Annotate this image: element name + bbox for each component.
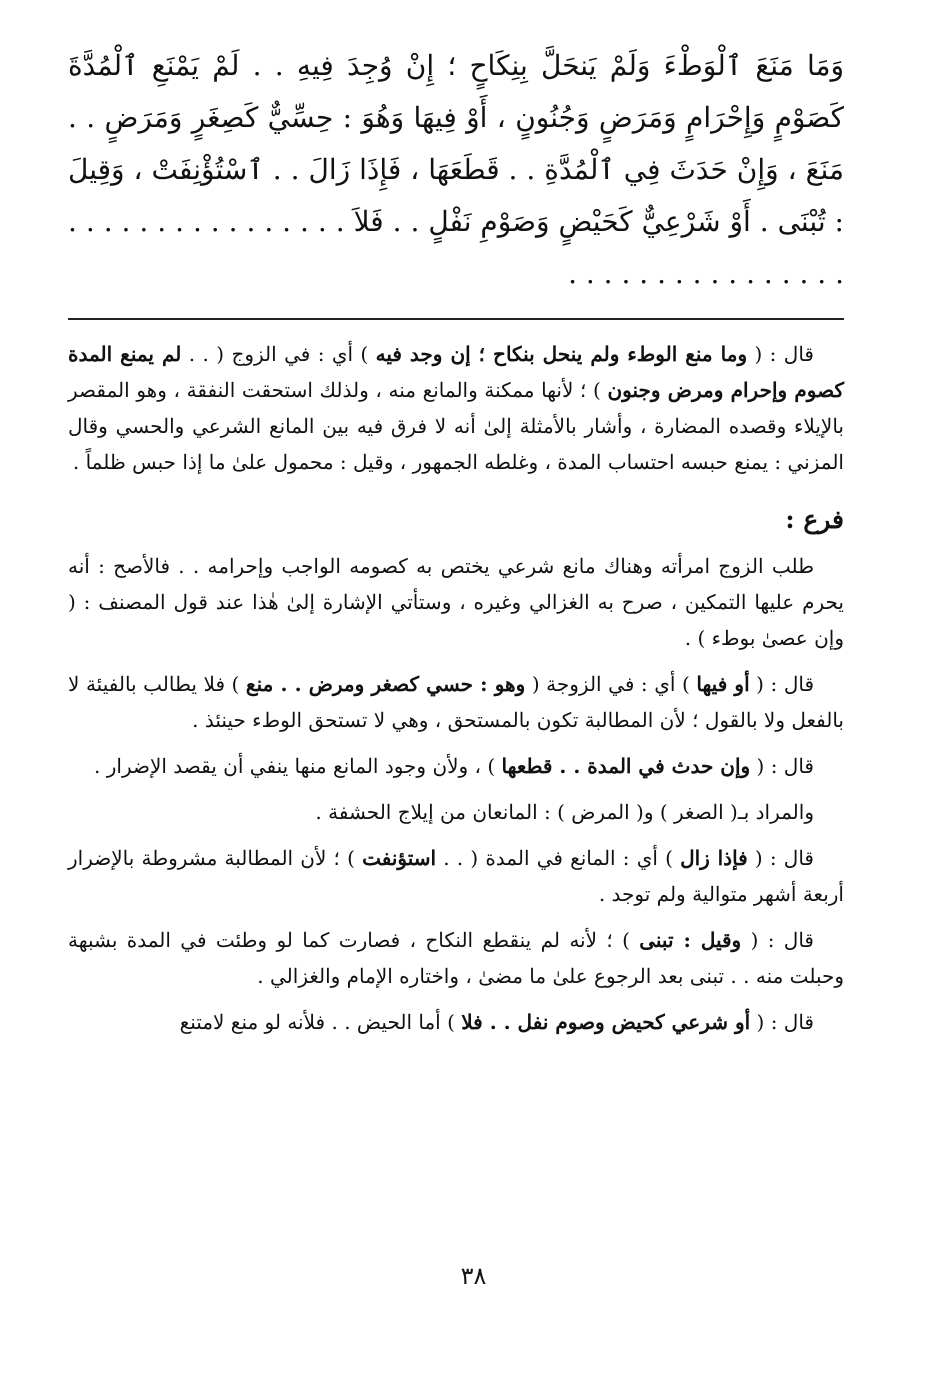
- commentary-paragraph: قال : ( وإن حدث في المدة . . قطعها ) ، ولأن وجود المانع منها ينفي أن يقصد الإضرار .: [94, 754, 814, 778]
- separator-line: [68, 318, 844, 320]
- commentary-paragraph: والمراد بـ( الصغر ) و( المرض ) : المانعان من إيلاج الحشفة .: [315, 800, 814, 824]
- commentary-paragraph: قال : ( فإذا زال ) أي : المانع في المدة ( . . استؤنفت ) ؛ لأن المطالبة مشروطة بالإضرار أربعة أشهر متوالية ولم توجد .: [68, 846, 844, 906]
- commentary-paragraph: قال : ( أو شرعي كحيض وصوم نفل . . فلا ) أما الحيض . . فلأنه لو منع لامتنع: [179, 1010, 814, 1034]
- commentary-paragraph: قال : ( وقيل : تبنى ) ؛ لأنه لم ينقطع النكاح ، فصارت كما لو وطئت في المدة بشبهة وحبلت منه . . تبنى بعد الرجوع علىٰ ما مضىٰ ، واختاره الإمام والغزالي .: [68, 928, 844, 988]
- matn-text: وَمَا مَنَعَ ٱلْوَطْءَ وَلَمْ يَنحَلَّ بِنِكَاحٍ ؛ إِنْ وُجِدَ فِيهِ . . لَمْ يَمْنَعِ ٱلْمُدَّةَ كَصَوْمٍ وَإِحْرَامٍ وَمَرَضٍ وَجُنُونٍ ، أَوْ فِيهَا وَهُوَ : حِسِّيٌّ كَصِغَرٍ وَمَرَضٍ . . مَنَعَ ، وَإِنْ حَدَثَ فِي ٱلْمُدَّةِ . . قَطَعَهَا ، فَإِذَا زَالَ . . ٱسْتُؤْنِفَتْ ، وَقِيلَ : تُبْنَى . أَوْ شَرْعِيٌّ كَحَيْضٍ وَصَوْمِ نَفْلٍ . . فَلاَ . . . . . . . . . . . . . . . . . . . . . . . . . . . . . . . .: [68, 49, 844, 290]
- commentary-paragraph: قال : ( أو فيها ) أي : في الزوجة ( وهو : حسي كصغر ومرض . . منع ) فلا يطالب بالفيئة لا بالفعل ولا بالقول ؛ لأن المطالبة تكون بالمستحق ، وهي لا تستحق الوطء حينئذ .: [68, 672, 844, 732]
- page-number: ٣٨: [460, 1262, 487, 1290]
- commentary: [68, 336, 844, 1040]
- commentary-paragraph: طلب الزوج امرأته وهناك مانع شرعي يختص به كصومه الواجب وإحرامه . . فالأصح : أنه يحرم عليها التمكين ، صرح به الغزالي وغيره ، وستأتي الإشارة إلىٰ هٰذا عند قول المصنف : ( وإن عصىٰ بوطء ) .: [68, 554, 844, 650]
- commentary-paragraph: قال : ( وما منع الوطء ولم ينحل بنكاح ؛ إن وجد فيه ) أي : في الزوج ( . . لم يمنع المدة كصوم وإحرام ومرض وجنون ) ؛ لأنها ممكنة والمانع منه ، ولذلك استحقت النفقة ، وهو المقصر بالإيلاء وقصده المضارة ، وأشار بالأمثلة إلىٰ أنه لا فرق فيه بين المانع الشرعي والحسي وقال المزني : يمنع حبسه احتساب المدة ، وغلطه الجمهور ، وقيل : محمول علىٰ ما إذا حبس ظلماً .: [68, 342, 844, 474]
- page-content: [68, 40, 844, 1050]
- section-heading: فرع :: [785, 505, 844, 534]
